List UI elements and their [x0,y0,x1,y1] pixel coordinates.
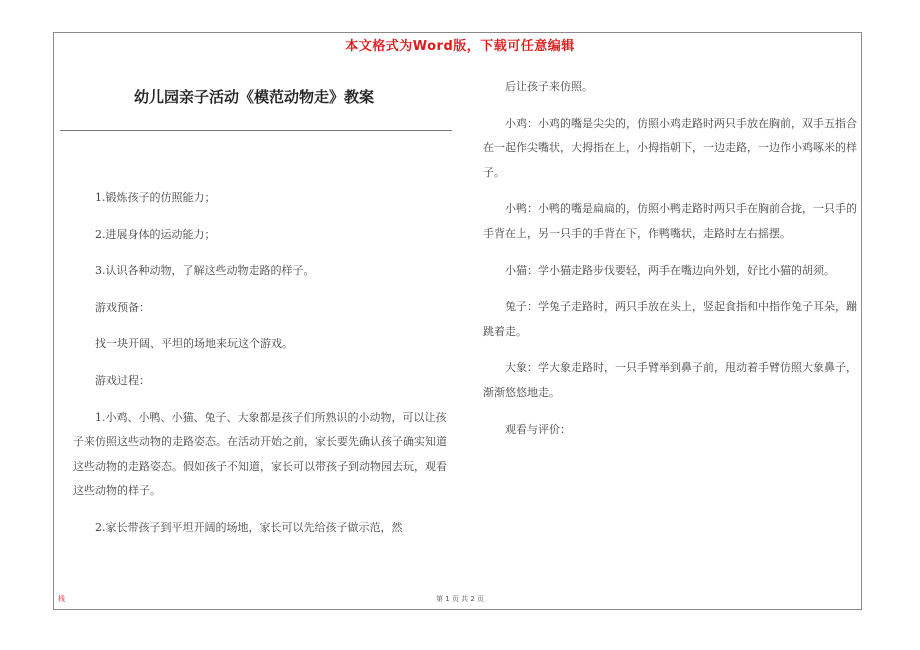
section-heading-process: 游戏过程： [95,373,150,387]
paragraph-duck: 小鸭：小鸭的嘴是扁扁的，仿照小鸭走路时两只手在胸前合拢，一只手的手背在上，另一只手的手背在下，作鸭嘴状，走路时左右摇摆。 [483,202,857,240]
page-number-footer: 第 1 页 共 2 页 [435,595,485,603]
corner-mark: 栈 [58,595,65,603]
paragraph-elephant: 大象：学大象走路时，一只手臂举到鼻子前，甩动着手臂仿照大象鼻子，渐渐悠悠地走。 [483,361,857,399]
paragraph-chick: 小鸡：小鸡的嘴是尖尖的，仿照小鸡走路时两只手放在胸前，双手五指合在一起作尖嘴状，大拇指在上，小拇指朝下，一边走路，一边作小鸡啄米的样子。 [483,116,857,179]
paragraph: 找一块开阔、平坦的场地来玩这个游戏。 [95,337,293,351]
document-title: 幼儿园亲子活动《模范动物走》教案 [133,88,374,106]
paragraph: 2.家长带孩子到平坦开阔的场地，家长可以先给孩子做示范，然 [95,520,403,534]
paragraph: 2.进展身体的运动能力； [95,227,216,241]
word-format-banner: 本文格式为Word版，下载可任意编辑 [345,39,575,54]
paragraph: 1.小鸡、小鸭、小猫、兔子、大象都是孩子们所熟识的小动物，可以让孩子来仿照这些动物的走路姿态。在活动开始之前，家长要先确认孩子确实知道这些动物的走路姿态。假如孩子不知道，家长可以带孩子到动物园去玩，观看这些动物的样子。 [73,410,447,498]
section-heading-evaluation: 观看与评价： [505,422,571,436]
left-column [73,186,447,553]
paragraph: 3.认识各种动物，了解这些动物走路的样子。 [95,264,315,278]
paragraph-rabbit: 兔子：学兔子走路时，两只手放在头上，竖起食指和中指作兔子耳朵，蹦跳着走。 [483,300,857,338]
paragraph: 1.锻炼孩子的仿照能力； [95,191,216,204]
title-divider [60,130,452,131]
section-heading-preparation: 游戏预备： [95,300,150,314]
paragraph-continuation: 后让孩子来仿照。 [505,80,593,93]
paragraph-cat: 小猫：学小猫走路步伐要轻，两手在嘴边向外划，好比小猫的胡须。 [505,263,835,277]
right-column [483,75,857,454]
